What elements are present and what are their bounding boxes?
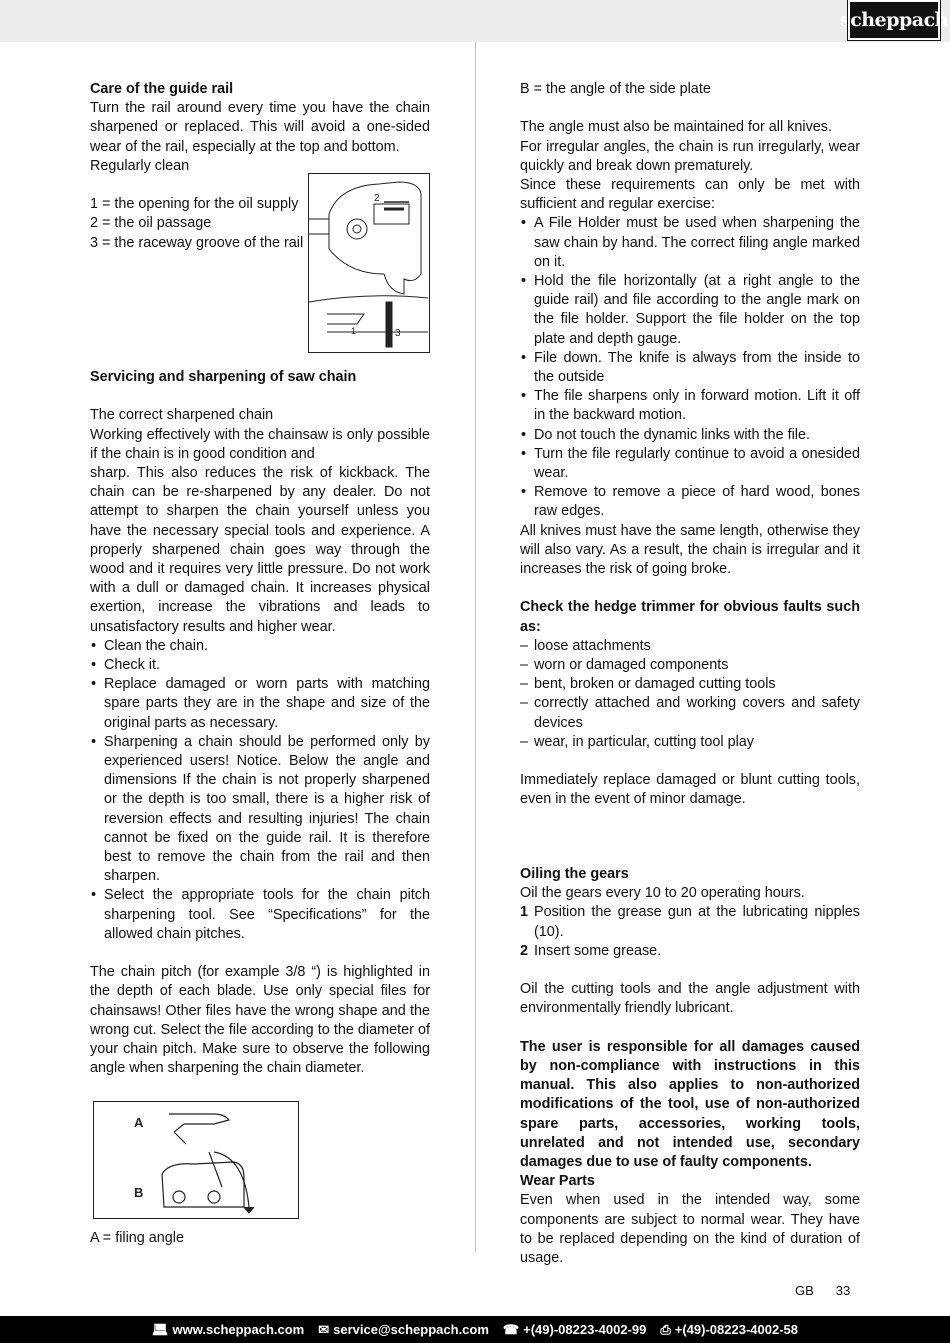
oiling-title: Oiling the gears: [520, 866, 629, 882]
list-item: • Turn the file regularly continue to avoid a onesided wear.: [520, 445, 860, 483]
footer-email[interactable]: service@scheppach.com: [333, 1322, 489, 1337]
regularly-clean: Regularly clean: [90, 157, 190, 174]
oiling-steps: [520, 903, 860, 961]
legend-1: 1 = the opening for the oil supply: [90, 196, 299, 213]
list-item: • Replace damaged or worn parts with matching spare parts they are in the shape and size of the original parts as necessary.: [90, 675, 430, 733]
list-item: – loose attachments: [520, 637, 860, 656]
list-item: • Do not touch the dynamic links with the file.: [520, 426, 860, 445]
sharpening-list: [520, 214, 860, 521]
angle-text-3: Since these requirements can only be met with sufficient and regular exercise:: [520, 177, 860, 213]
working-text-1: Working effectively with the chainsaw is only possible if the chain is in good condition and: [90, 426, 430, 462]
servicing-title: Servicing and sharpening of saw chain: [90, 369, 357, 385]
step-text: Insert some grease.: [534, 942, 662, 959]
computer-icon: 💻︎: [152, 1321, 169, 1337]
fig2-label-b: B: [134, 1185, 144, 1200]
filing-angle-text: A = filing angle: [90, 1230, 185, 1246]
page-number: [795, 1283, 872, 1298]
knives-text: All knives must have the same length, otherwise they will also vary. As a result, the chain is irregular and it increases the risk of going broke.: [520, 522, 860, 578]
servicing-section: [90, 368, 430, 1078]
fig1-label-1: 1: [351, 326, 357, 336]
phone-icon: ☎: [502, 1321, 520, 1337]
list-item: – wear, in particular, cutting tool play: [520, 733, 860, 752]
brand-logo: scheppach: [848, 0, 940, 40]
side-plate-text: B = the angle of the side plate: [520, 81, 711, 97]
footer-fax: +(49)-08223-4002-58: [674, 1322, 798, 1337]
fax-icon: ⎙: [660, 1321, 671, 1337]
list-item: • Hold the file horizontally (at a right angle to the guide rail) and file according to the angle mark on the file holder. Support the file holder on the top plate and depth gauge.: [520, 272, 860, 349]
step-number: 1: [520, 904, 529, 921]
page-language: GB: [795, 1283, 814, 1298]
oiling-section: [520, 865, 860, 1268]
faults-list: [520, 637, 860, 752]
check-title: Check the hedge trimmer for obvious faults such as:: [520, 599, 860, 635]
fig1-label-2: 2: [374, 193, 380, 204]
list-item: • Clean the chain.: [90, 637, 430, 656]
list-item: • Sharpening a chain should be performed only by experienced users! Notice. Below the angle and dimensions If the chain is not properly sharpened or the depth is too small, there is a higher risk of reversion effects and resulting injuries! The chain cannot be fixed on the guide rail. It is therefore best to remove the chain from the rail and then sharpen.: [90, 733, 430, 887]
wear-parts-text: Even when used in the intended way, some components are subject to normal wear. They have to be replaced depending on the kind of duration of usage.: [520, 1192, 860, 1267]
filing-angle-figure: [93, 1101, 299, 1219]
correct-chain: The correct sharpened chain: [90, 407, 274, 424]
liability-text: The user is responsible for all damages caused by non-compliance with instructions in this manual. This also applies to non-authorized modifications of the tool, use of non-authorized spare parts, accessories, working tools, unrelated and not intended use, secondary damages due to use of faulty components.: [520, 1038, 860, 1171]
servicing-list: [90, 637, 430, 944]
footer-website[interactable]: www.scheppach.com: [172, 1322, 305, 1337]
chain-pitch-text: The chain pitch (for example 3/8 “) is highlighted in the depth of each blade. Use only special files for chainsaws! Other files have the wrong shape and the wrong cut. Select the file according to the diameter of your chain pitch. Make sure to observe the following angle when sharpening the chain diameter.: [90, 964, 430, 1077]
oiling-text: Oil the gears every 10 to 20 operating hours.: [520, 885, 805, 902]
list-item: • The file sharpens only in forward motion. Lift it off in the backward motion.: [520, 387, 860, 425]
list-item: • Remove to remove a piece of hard wood, bones raw edges.: [520, 483, 860, 521]
list-item: – worn or damaged components: [520, 656, 860, 675]
fig2-label-a: A: [134, 1115, 144, 1130]
footer-bar: [0, 1316, 950, 1343]
step-item: [520, 942, 860, 961]
page-num: 33: [835, 1283, 851, 1298]
right-upper-section: [520, 80, 860, 810]
angle-text-1: The angle must also be maintained for all knives.: [520, 119, 832, 136]
care-text: Turn the rail around every time you have the chain sharpened or replaced. This will avoid a one-sided wear of the rail, especially at the top and bottom.: [90, 100, 430, 155]
working-text-2: sharp. This also reduces the risk of kickback. The chain can be re-sharpened by any dealer. Do not attempt to sharpen the chain yourself unless you have the necessary special tools and experience. A properly sharpened chain goes way through the wood and it requires very little pressure. Do not work with a dull or damaged chain. It increases physical exertion, increase the vibrations and leads to unsatisfactory results and higher wear.: [90, 465, 430, 635]
fig1-label-3: 3: [395, 328, 401, 339]
footer-phone: +(49)-08223-4002-99: [523, 1322, 647, 1337]
care-title: Care of the guide rail: [90, 81, 234, 97]
step-number: 2: [520, 942, 529, 959]
header-bar: [0, 0, 950, 42]
angle-text-2: For irregular angles, the chain is run irregularly, wear quickly and break down prematurely.: [520, 138, 860, 174]
list-item: – bent, broken or damaged cutting tools: [520, 675, 860, 694]
oil-cutting-text: Oil the cutting tools and the angle adjustment with environmentally friendly lubricant.: [520, 981, 860, 1017]
column-divider: [475, 42, 476, 1252]
list-item: • Check it.: [90, 656, 430, 675]
guide-rail-figure: [308, 173, 430, 353]
legend-3: 3 = the raceway groove of the rail: [90, 234, 304, 251]
list-item: • A File Holder must be used when sharpening the saw chain by hand. The correct filing angle marked on it.: [520, 214, 860, 272]
list-item: • Select the appropriate tools for the chain pitch sharpening tool. See “Specifications” for the allowed chain pitches.: [90, 886, 430, 944]
filing-angle-caption: [90, 1229, 430, 1248]
wear-parts-title: Wear Parts: [520, 1173, 595, 1190]
step-text: Position the grease gun at the lubricating nipples (10).: [534, 904, 860, 940]
list-item: • File down. The knife is always from the inside to the outside: [520, 349, 860, 387]
list-item: – correctly attached and working covers and safety devices: [520, 694, 860, 732]
legend-2: 2 = the oil passage: [90, 215, 212, 232]
mail-icon: ✉︎: [318, 1321, 330, 1337]
replace-text: Immediately replace damaged or blunt cutting tools, even in the event of minor damage.: [520, 772, 860, 808]
step-item: [520, 903, 860, 941]
